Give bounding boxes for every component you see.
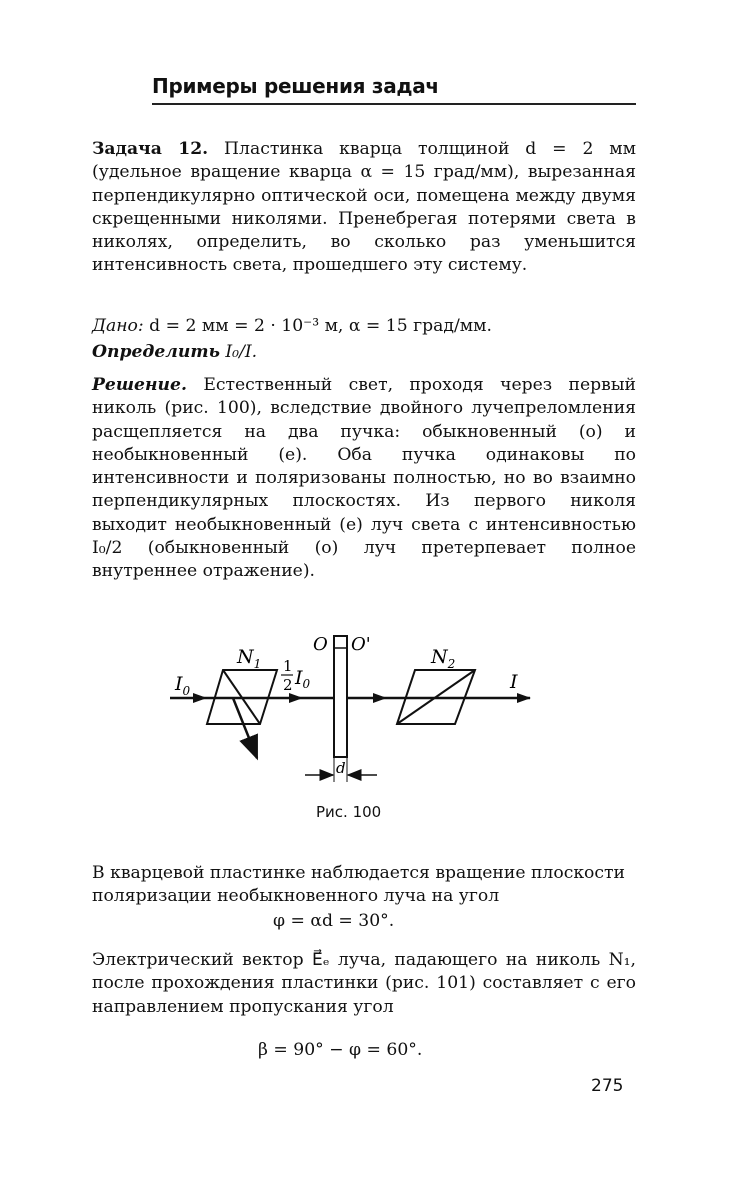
label-i0: $I_0$	[175, 673, 191, 698]
given-text: d = 2 мм = 2 · 10⁻³ м, α = 15 град/мм.	[143, 316, 492, 336]
header-rule	[152, 103, 636, 105]
figure-caption: Рис. 100	[316, 803, 382, 821]
problem-label: Задача 12.	[92, 139, 209, 159]
beam-arrow-mid2	[373, 693, 387, 703]
label-n1: $N_1$	[237, 646, 262, 671]
find-label: Определить	[92, 342, 220, 362]
problem-text: Пластинка кварца толщиной d = 2 мм (удельное вращение кварца α = 15 град/мм), вырезанная перпендикулярно оптической оси, помещена между двумя скрещенными николями. Пренебрегая потерями света в николях, определить, во сколько раз уменьшится интенсивность света, прошедшего эту систему.	[92, 139, 637, 276]
quartz-plate	[334, 636, 347, 757]
label-n2: $N_2$	[431, 646, 456, 671]
find-line	[92, 342, 257, 362]
label-o-prime: O'	[351, 634, 371, 655]
equation-beta: β = 90° − φ = 60°.	[258, 1040, 423, 1060]
label-o: O	[313, 634, 328, 655]
equation-phi: φ = αd = 30°.	[273, 911, 395, 931]
label-d: d	[336, 759, 346, 777]
page-number: 275	[591, 1076, 624, 1096]
ordinary-ray	[233, 698, 257, 758]
beam-arrow-mid1	[289, 693, 303, 703]
beam-arrow-out	[517, 693, 531, 703]
label-half-i0: $I_0$	[295, 667, 311, 691]
rotation-paragraph: В кварцевой пластинке наблюдается вращение плоскости поляризации необыкновенного луча на угол	[92, 863, 625, 907]
given-label: Дано:	[92, 316, 144, 336]
problem-statement	[92, 138, 636, 278]
beam-arrow-in	[193, 693, 207, 703]
section-header: Примеры решения задач	[152, 74, 439, 98]
figure-100	[165, 630, 545, 795]
vector-paragraph: Электрический вектор E⃗ₑ луча, падающего на николь N₁, после прохождения пластинки (рис. 101) составляет с его направлением пропускания угол	[92, 950, 636, 1017]
label-half-den: 2	[283, 676, 293, 694]
given-line	[92, 316, 492, 336]
solution-paragraph	[92, 374, 636, 584]
solution-label: Решение.	[92, 375, 187, 395]
find-text: I₀/I.	[219, 342, 258, 362]
solution-text: Естественный свет, проходя через первый николь (рис. 100), вследствие двойного лучепреломления расщепляется на два пучка: обыкновенный (о) и необыкновенный (е). Оба пучка одинаковы по интенсивности и поляризованы полностью, но во взаимно перпендикулярных плоскостях. Из первого николя выходит необыкновенный (е) луч света с интенсивностью I₀/2 (обыкновенный (о) луч претерпевает полное внутреннее отражение).	[92, 375, 636, 582]
label-i-out: I	[510, 671, 518, 693]
label-half-num: 1	[283, 657, 293, 675]
